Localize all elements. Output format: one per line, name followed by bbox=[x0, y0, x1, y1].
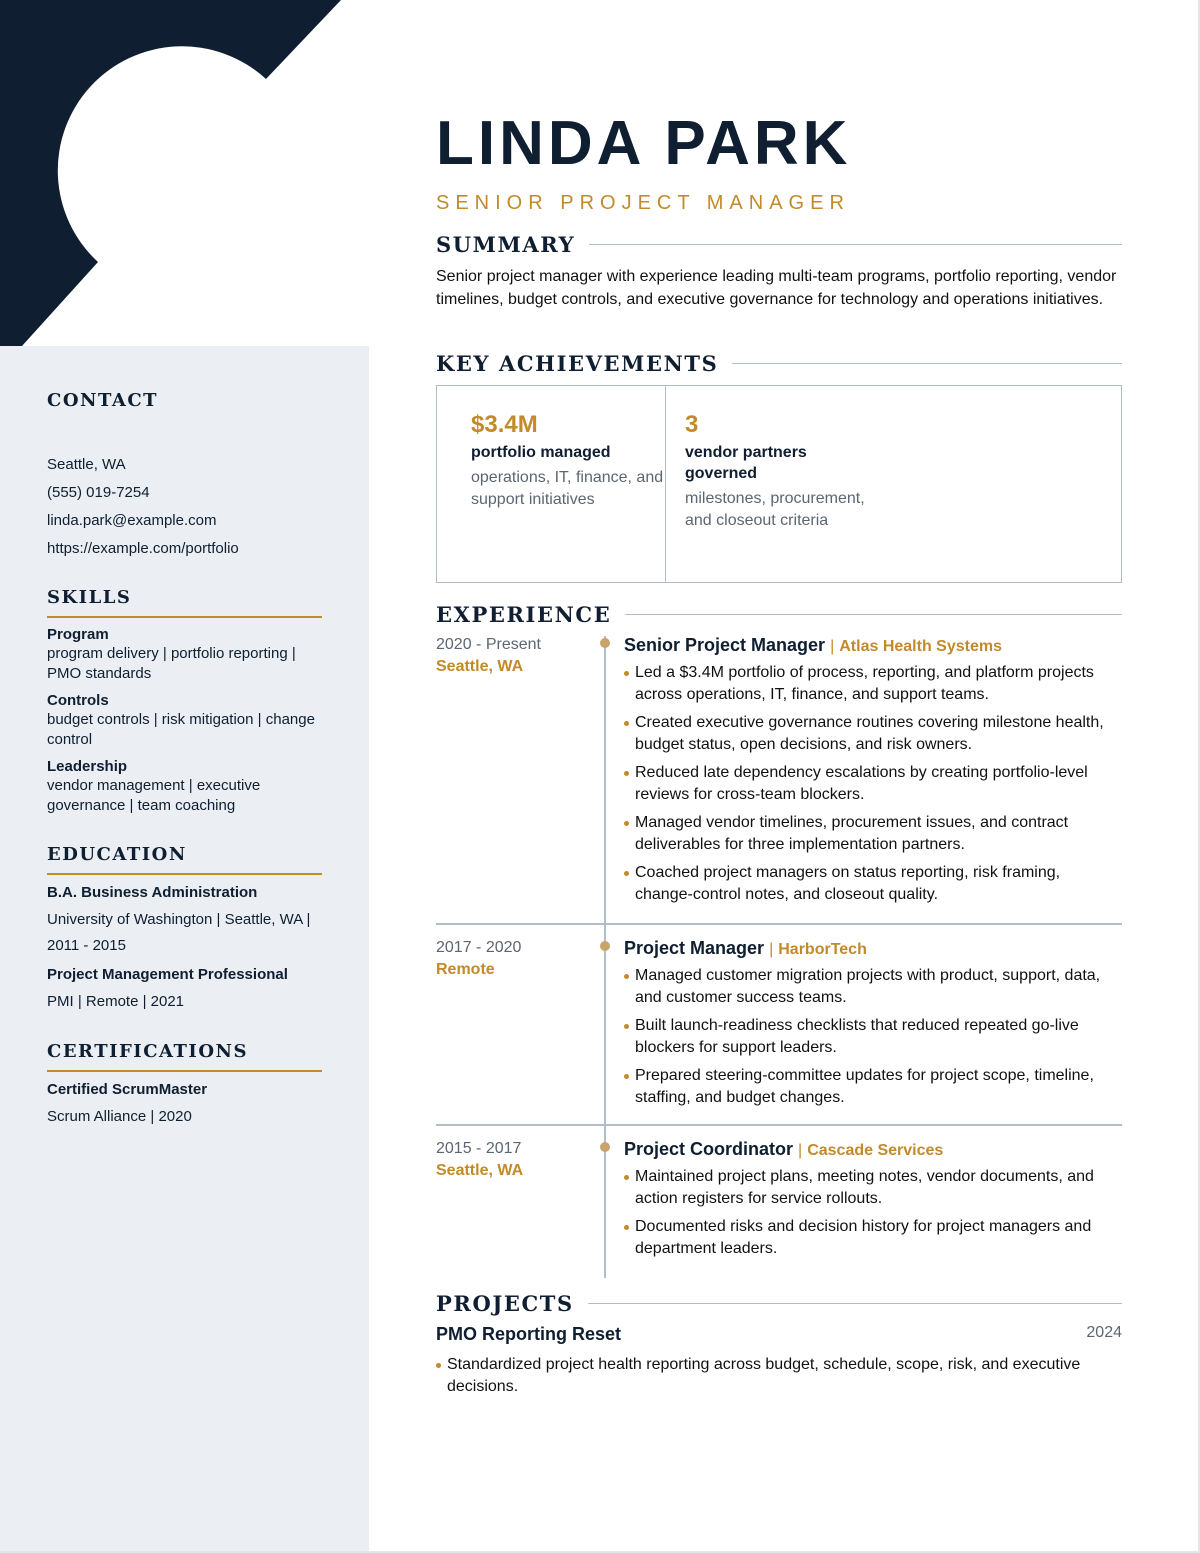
summary-header bbox=[436, 232, 1122, 257]
certification-title: Certified ScrumMaster bbox=[47, 1081, 208, 1098]
job-separator: | bbox=[798, 1142, 803, 1159]
job-company: Cascade Services bbox=[807, 1142, 944, 1159]
summary-text: Senior project manager with experience leading multi-team programs, portfolio reporting, vendor timelines, budget controls, and executive governance for technology and operations initiatives. bbox=[436, 268, 1117, 308]
projects-heading: PROJECTS bbox=[436, 1291, 574, 1316]
timeline-dot bbox=[600, 941, 610, 951]
job-bullet: Reduced late dependency escalations by creating portfolio-level reviews for cross-team blockers. bbox=[624, 762, 1122, 806]
achievement-label: vendor partners governed bbox=[685, 444, 807, 482]
timeline-dot bbox=[600, 638, 610, 648]
achievements-heading: KEY ACHIEVEMENTS bbox=[436, 351, 719, 376]
job-bullets bbox=[624, 1166, 1122, 1260]
job-heading bbox=[624, 1138, 1122, 1162]
job-body bbox=[624, 1138, 1122, 1266]
contact-location: Seattle, WA bbox=[47, 456, 126, 473]
projects-header bbox=[436, 1291, 1122, 1316]
job-dates: 2020 - Present bbox=[436, 636, 541, 653]
projects-rule bbox=[588, 1303, 1122, 1304]
skill-group-items: vendor management | executive governance | team coaching bbox=[47, 777, 261, 814]
job-bullet: Maintained project plans, meeting notes, vendor documents, and action registers for service rollouts. bbox=[624, 1166, 1122, 1210]
job-heading bbox=[624, 937, 1122, 961]
achievement-card bbox=[666, 386, 881, 582]
achievements-box bbox=[436, 385, 1122, 583]
job-bullet: Managed vendor timelines, procurement issues, and contract deliverables for three implementation partners. bbox=[624, 812, 1122, 856]
job-body bbox=[624, 634, 1122, 912]
contact-phone: (555) 019-7254 bbox=[47, 484, 150, 501]
experience-divider bbox=[436, 923, 1122, 925]
sidebar bbox=[47, 390, 322, 1130]
contact-list bbox=[47, 451, 322, 563]
skills-rule bbox=[47, 616, 322, 618]
achievement-description: milestones, procurement, and closeout criteria bbox=[685, 490, 865, 529]
achievement-label: portfolio managed bbox=[471, 444, 611, 461]
job-heading bbox=[624, 634, 1122, 658]
project-title: PMO Reporting Reset bbox=[436, 1324, 622, 1344]
project-bullets bbox=[436, 1354, 1122, 1404]
job-role: Senior Project Manager bbox=[624, 635, 826, 655]
job-bullets bbox=[624, 965, 1122, 1109]
job-location: Seattle, WA bbox=[436, 658, 524, 675]
job-body bbox=[624, 937, 1122, 1115]
experience-rule bbox=[625, 614, 1122, 615]
job-company: HarborTech bbox=[778, 941, 867, 958]
achievements-rule bbox=[732, 363, 1122, 364]
job-bullet: Managed customer migration projects with product, support, data, and customer success teams. bbox=[624, 965, 1122, 1009]
job-company: Atlas Health Systems bbox=[839, 638, 1002, 655]
timeline-line bbox=[604, 636, 606, 1278]
summary-heading: SUMMARY bbox=[436, 232, 576, 257]
education-degree: B.A. Business Administration bbox=[47, 884, 258, 901]
job-bullet: Led a $3.4M portfolio of process, reporting, and platform projects across operations, IT, finance, and support teams. bbox=[624, 662, 1122, 706]
skill-group-title: Program bbox=[47, 626, 109, 643]
candidate-name: LINDA PARK bbox=[436, 109, 852, 178]
contact-website[interactable]: https://example.com/portfolio bbox=[47, 540, 239, 557]
summary-rule bbox=[589, 244, 1122, 245]
job-bullet: Coached project managers on status reporting, risk framing, change-control notes, and closeout quality. bbox=[624, 862, 1122, 906]
header-shape-decoration bbox=[0, 0, 370, 350]
job-dates: 2015 - 2017 bbox=[436, 1140, 522, 1157]
achievement-description: operations, IT, finance, and support initiatives bbox=[471, 469, 664, 508]
certifications-heading: CERTIFICATIONS bbox=[47, 1041, 248, 1062]
achievement-value: 3 bbox=[685, 411, 699, 438]
skills-heading: SKILLS bbox=[47, 587, 132, 608]
experience-heading: EXPERIENCE bbox=[436, 602, 612, 627]
contact-heading: CONTACT bbox=[47, 390, 159, 411]
skill-group-title: Controls bbox=[47, 692, 109, 709]
job-location: Seattle, WA bbox=[436, 1162, 524, 1179]
job-role: Project Coordinator bbox=[624, 1139, 794, 1159]
education-meta: University of Washington | Seattle, WA | 2011 - 2015 bbox=[47, 911, 311, 954]
job-separator: | bbox=[769, 941, 774, 958]
contact-email[interactable]: linda.park@example.com bbox=[47, 512, 217, 529]
skill-group-title: Leadership bbox=[47, 758, 128, 775]
education-degree: Project Management Professional bbox=[47, 966, 288, 983]
job-dates: 2017 - 2020 bbox=[436, 939, 522, 956]
skills-list bbox=[47, 626, 322, 816]
certifications-rule bbox=[47, 1070, 322, 1072]
timeline-dot bbox=[600, 1142, 610, 1152]
job-bullet: Prepared steering-committee updates for project scope, timeline, staffing, and budget changes. bbox=[624, 1065, 1122, 1109]
candidate-title: SENIOR PROJECT MANAGER bbox=[436, 192, 850, 214]
certification-meta: Scrum Alliance | 2020 bbox=[47, 1108, 192, 1125]
education-heading: EDUCATION bbox=[47, 844, 187, 865]
job-location: Remote bbox=[436, 961, 495, 978]
project-year: 2024 bbox=[1086, 1324, 1122, 1341]
education-rule bbox=[47, 873, 322, 875]
education-list bbox=[47, 883, 322, 1015]
experience-header bbox=[436, 602, 1122, 627]
job-bullet: Built launch-readiness checklists that reduced repeated go-live blockers for support leaders. bbox=[624, 1015, 1122, 1059]
experience-divider bbox=[436, 1124, 1122, 1126]
skill-group-items: program delivery | portfolio reporting | PMO standards bbox=[47, 645, 296, 682]
achievements-header bbox=[436, 351, 1122, 376]
achievement-card bbox=[437, 386, 666, 582]
job-role: Project Manager bbox=[624, 938, 765, 958]
education-meta: PMI | Remote | 2021 bbox=[47, 993, 185, 1010]
job-bullets bbox=[624, 662, 1122, 906]
job-bullet: Created executive governance routines covering milestone health, budget status, open decisions, and risk owners. bbox=[624, 712, 1122, 756]
project-bullet: Standardized project health reporting across budget, schedule, scope, risk, and executive decisions. bbox=[436, 1354, 1122, 1398]
achievement-value: $3.4M bbox=[471, 411, 538, 438]
job-separator: | bbox=[830, 638, 835, 655]
job-bullet: Documented risks and decision history for project managers and department leaders. bbox=[624, 1216, 1122, 1260]
skill-group-items: budget controls | risk mitigation | change control bbox=[47, 711, 315, 748]
certifications-list bbox=[47, 1080, 322, 1130]
